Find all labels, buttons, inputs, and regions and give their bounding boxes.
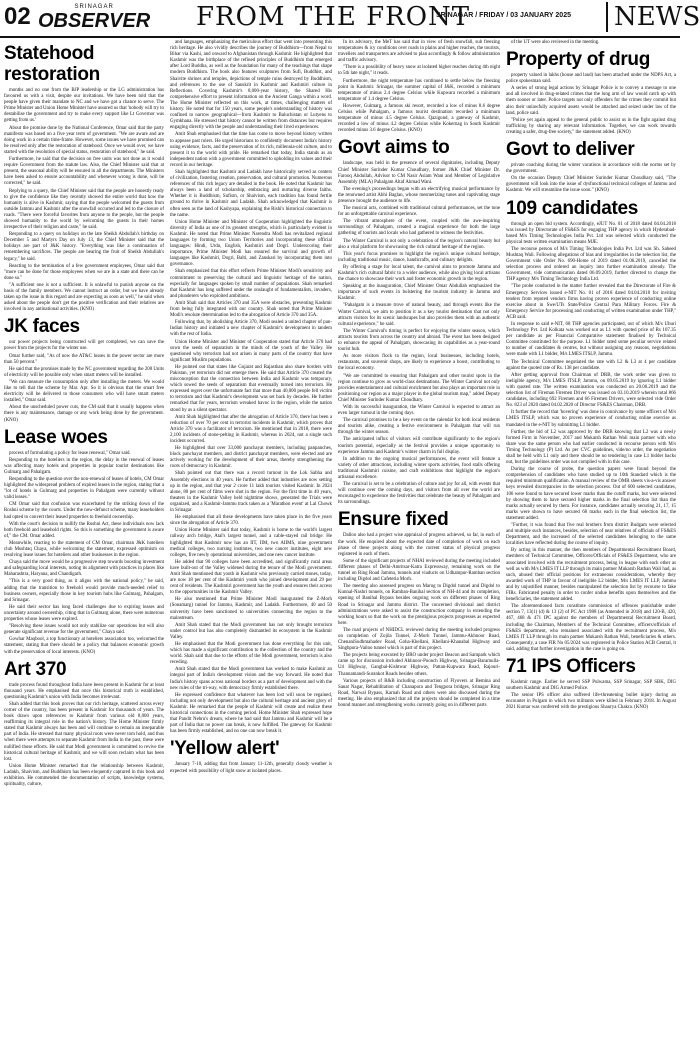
paragraph: The senior IPS officer also suffered life-threatening bullet injury during an encounter in Pulgam in which two militants were killed in February 2018. In August 2021 Kumar was conferred with the prestigious Shaurya Chakra. (KNO) [506, 693, 676, 711]
paragraph: Dalloo also had a project wise appraisal of progress achieved, so far, in each of the work. He enquired about the expected date of completion of work on each phase of these projects along with the current status of physical progress registered in each of them. [338, 533, 500, 557]
paragraph: In response to said e-NIT, 68 THP agencies participated, out of which M/s Uhuri Technology Pvt. Ltd Kolkata was worked out as L1 with quoted price of Rs 107.35 per candidate as per Financial Comparative statement finalised by Technical Committee constituted for the purpose. L1 bidder rated some peculiar service related to number of candidates & centres, but without assigning any reasons, negotiations were made with L1 bidder, M/s LMES ITSLP, Jammu. [506, 322, 676, 358]
masthead [0, 0, 700, 38]
paragraph: About the promise done by the National Conference, Omar said that the party manifesto was based on a five year term of government. "We are aware and are doing work in a certain time-frame. However, some issues we have promised can be resolved only after the restoration of statehood. Once we would over, we have started with the resolution of special status, restoration of statehood," he said. [4, 125, 164, 155]
paragraph: property valued in lakhs (house and land) has been attached under the NDPS Act, a police spokesman said. [506, 73, 676, 85]
paragraph: private coaching during the winter vacations in accordance with the norms set by the government. [506, 163, 676, 175]
paragraph: Amit Shah stated that the Modi government has not only brought terrorism under control but has also completely dismantled its ecosystem in the Kashmir Valley. [170, 622, 332, 640]
logo-city: SRINAGAR [74, 4, 114, 10]
headline-govt-aims: Govt aims to [338, 137, 450, 159]
paragraph: "Resolving these issues would not only stabilize our operations but will also generate significant revenue for the government," Chaya said. [4, 624, 164, 636]
paragraph: He said that the promises made by the NC government regarding the 200 Units of electricity will be possible only when smart meters will be installed. [4, 366, 164, 378]
article-review-continued [506, 40, 676, 46]
paragraph: January 7-10, adding that from January 11-12th, generally cloudy weather is expected with possibility of light snow at isolated places. [170, 762, 332, 774]
newspaper-logo[interactable] [38, 4, 150, 31]
paragraph: Some of the significant projects of NHAI reviewed during the meeting included different phases of Delhi-Amritsar-Katra Expressway, remaining work on the tunnel on Ring Road Jammu, tunnels and viaducts on Udhampur-Ramban section including Digdol and Cafeteria Morh. [338, 558, 500, 583]
paragraph: The musical acts, combined with traditional cultural performances, set the tone for an unforgettable carnival experience. [338, 206, 500, 218]
column-4 [506, 40, 676, 1042]
paragraph: The Technical Committee negotiated the rate with L2 & L3 at 4 per candidate against the quoted rate of Rs. 138 per candidate. [506, 359, 676, 371]
paragraph: The road projects of NHIDCL reviewed during the meeting included progress on completion of Zojila Tunnel, Z-Morh Tunnel, Jammu-Akhnoor Road, ChenaniSudhmahadev Road, Goha-Khellani, Khellani-Khanabal Highway and Singhpora-Vailoo tunnel which is part of this project. [338, 627, 500, 652]
paragraph: Following that, by abolishing Article 370, Modi sealed a united chapter of pan-Indian history and initiated a new chapter of Kashmir's development in tandem with the rest of India. [170, 320, 332, 338]
paragraph: Further, the bid of L2 was approved by the DRB knowing that L2 was a newly formed Firm in November, 2017 and Mukarsh Rathan Wali main partner with who share was the same person who had earlier conducted in recourse person with M/s Timing Technology (P) Ltd. As per CVC guidelines, vide/no order, the negotiation shall be held with L1 only and there should be no tendering in case L1 bidder backs out, but the guidelines order was not complied with in this case. [506, 429, 676, 466]
paragraph: In addition to the ongoing musical performances, the event will feature a variety of other attractions, including winter sports activities, food stalls offering traditional Kashmiri cuisine, and craft exhibitions that highlight the region's artisanal excellence. [338, 456, 500, 480]
headline-ensure-fixed: Ensure fixed [338, 509, 449, 531]
paragraph: Union Home Minister remarked that the relationship between Kashmir, Ladakh, Shaivism, and Buddhism has been eloquently captured in this book and exhibition. He commended the documentation of scripts, knowledge systems, spirituality, culture, [4, 763, 164, 788]
paragraph: Reacting to the termination of a few government employees, Omar said that "more can be done for those employees when we are in a state and there can be done so." [4, 263, 164, 281]
paragraph: The aforementioned facts constitute commission of offences punishable under section 7, 13(1) (d) & 13 (2) of PC Act 1988 (as Amended in 2018) and 120-B, 420, 467, 468 & 471 IPC against the members of Departmental Recruitment Board, including the Chairman, Members of the Technical Committee, officers/officials of FS&ES department, who remained associated with the recruitment process, M/s LMES IT LLP through its main partner Mukarsh Rathan Wali, beneficiaries & others. Consequently, a case FIR No 05/2024 was registered in Police Station ACB Central, it said, adding that further investigation in the case is going on. [506, 604, 676, 652]
paragraph: He emphasised that all these developments have taken place in the five years since the abrogation of Article 370. [170, 515, 332, 527]
section-flag: NEWS [606, 2, 700, 32]
paragraph: Responding to a query on holidays on the late Sheikh Abdullah's birthday on December 5 and Martyrs Day on July 13, the Chief Minister said that the holidays are part of J&K history. "Everything was like a continuation of remembering sacrifices. The people are bearing the fruit of Sheikh Abdullah's legacy," he said. [4, 232, 164, 262]
paragraph: Meanwhile, reacting to the statement of CM Omar, chairman J&K hoteliers club Mushtaq Chaya, while welcoming the statement, expressed optimism on resolving lease issues for hoteliers and other businesses in the region. [4, 540, 164, 559]
article-property-of-drug [506, 73, 676, 136]
paragraph: our power projects being constructed will get completed, we can save the power from the projects for the winter use. [4, 340, 164, 352]
paragraph: Responding to the hoteliers in the region, the delay in the renewal of leases was affecting many hotels and properties in popular tourist destinations like Gulmarg and Pahalgam. [4, 457, 164, 475]
paragraph: With the court's decision to nullify the Roshni Act, these individuals now lack both freehold and leasehold rights. So this is something the government is aware of," the CM. Omar added. [4, 521, 164, 539]
headline-71-ips-officers: 71 IPS Officers [506, 655, 636, 677]
paragraph: "We can measure the consumption only after installing the meters. We would like to tell that the scheme by Mar. Apr. So it is obvious that the smart free electricity will be delivered to those consumers who will have smart meters installed," Omar said. [4, 379, 164, 404]
paragraph: During the course of probe, the question papers were found beyond the comprehension of candidates who have studied up to 10th Standard which is the required minimum qualification. A manual review of the OMR sheets vis-a-vis answer keys revealed discrepancies in the selection process. Out of 600 selected candidates, 106 were found to have secured lower marks than the cutoff marks, but were selected by showing them to have secured higher marks in the final selection list than the marks actually secured by them. For instance, candidates actually securing 21, 17, 15 marks were shown to have secured 68 marks each in the final selection list, the statement added. [506, 467, 676, 521]
paragraph: Shah emphasized that this effort reflects Prime Minister Modi's sensitivity and commitment to preserving the cultural and linguistic heritage of the nation, especially for languages spoken by small number of populations. Shah remarked that Kashmir has long suffered under the onslaught of fundamentalists, invaders, and plunderers who exploited ambitions. [170, 269, 332, 299]
column-3 [338, 40, 500, 1042]
column-2 [170, 40, 332, 1042]
paragraph: The recourse person of M/s Timing Technologies India Pvt. Ltd was Sh. Saheed Mushtaq Wali. Following allegations of bias and irregularities in the selection list, the Government vide Order No. 690-Home of 2019 dated 01.06.2019, cancelled the selection process and ordered an inquiry into further examination already. The Government, vide communication dated 06.09.2019, further directed to change the THP agency M/s Timing Technology India Ltd. [506, 246, 676, 283]
paragraph: Shah added that this book proves that our rich heritage, scattered across every corner of the country, has been present in Kashmir for thousands of years. The book draws upon references to Kashmir from various old 8,000 years, reaffirming its integral role in the nation's history. The Home Minister firmly stated that Kashmir always has been and will continue to remain an inseparable part of India. He stressed that many physical roots were never tom hold, and thus when there were attempts to separate Kashmir from India in the past, these were nullified those efforts. He said that Modi government is committed to revive the historical cultural heritage of Kashmir, and we will soon reclaim what has been lost. [4, 701, 164, 762]
paragraph: By offering a stage for local talent, the carnival aims to promote Jammu and Kashmir's rich cultural fabric to a wider audience, while also giving local artisans the chance to showcase their work and foster economic growth in the region. [338, 264, 500, 283]
paragraph: "This is a very good thing, as it aligns with the national policy," he said, adding that the transition to freehold would provide much-needed relief to business owners, especially those in key tourism hubs like Gulmarg, Pahalgam, and Srinagar. [4, 579, 164, 603]
paragraph: Amit Shah said that Articles 370 and 35A were obstacles, preventing Kashmir from being fully integrated with our country. Shah noted that Prime Minister Modi's resolute determination led to the abrogation of Article 370 and 35A. [170, 300, 332, 319]
article-109-candidates [506, 222, 676, 653]
logo-name: OBSERVER [38, 10, 151, 32]
paragraph: process of formulating a policy for lease renewal," Omar said. [9, 450, 131, 456]
article-weather-continued [338, 40, 500, 134]
paragraph: As more visitors flock to the region, local businesses, including hotels, restaurants, and souvenir shops, are likely to experience a boost, contributing to the local economy. [338, 354, 500, 372]
paragraph: He emphasised that the Modi government has done everything for this unit, which has made a significant contribution to the collection of the country and the world. Shah said that due to the efforts of the Modi government, terrorism is also receding. [170, 642, 332, 666]
paragraph: He added that 90 colleges have been accredited, and significantly rural areas have built-out of the Valley widened during the tenure of the Modi government. Amit Shah mentioned that youth in Kashmir who previously carried stones, today, are now 18 per cent of the Kashmiri youth who joined development and 29 per cent of residents. The Kashmiri government has the youth and ensures their access to the opportunities in the Kashmir Valley. [170, 559, 332, 596]
article-art-370-continued [170, 40, 332, 735]
paragraph: Gowhar Maqbool, a top functionary at hoteliers association too, welcomed the statement, stating that there should be a policy that balances economic growth with the preservation of local interests. (KNO) [4, 637, 164, 655]
paragraph: Union Home Minister and Minister of Cooperation stated that Article 370 had sown the seeds of separatism in the minds of the youth of the Valley. He questioned why terrorism had not arisen in many parts of the country that have significant Muslim populations. [170, 339, 332, 363]
headline-109-candidates: 109 candidates [506, 197, 639, 219]
paragraph: The meeting also assessed progress on Marog to Digdol tunnel and Digdol to Kunnal-Nashri tunnels, on Ramban-Banihal section of NH-44 and its completion, opening of Banihal Bypass besides ongoing work on different phases of Ring Road in Srinagar and Jammu district. The concerned divisional and district administrations were asked to assist the construction company in extending the working hours so that the work on the prestigious projects progresses as expected here. [338, 584, 500, 626]
page-number: 02 [4, 3, 31, 30]
paragraph: "Police yet again appeal to the general public to assist us in the fight against drug trafficking by sharing any relevant information. Together, we can work towards creating a safer, drug-free society," the statement added. (KNO) [506, 117, 676, 135]
headline-yellow-alert: 'Yellow alert' [170, 738, 280, 760]
paragraph: By acting in this manner, the then members of Departmental Recruitment Board, members of Technical Committee, Officers/Officials of FS&ES Department, who are associated involved with the recruitment process, being in league with each other as well as with M/s LMES IT LLP through its main partner Mukarsh Rathan Wali had, as such, abused their official positions for extraneous considerations, whereby they awarded work of THP in favour of ineligible L2 bidder, M/s LMES IT LLP, Jammu and by unjustified manner, besides manipulated the selection list by recourse to fake FIRs. Fabricated penalty in order to confer undue benefits upon themselves and the beneficiaries, the statement added. [506, 548, 676, 603]
article-govt-aims [338, 161, 500, 506]
paragraph: "The probe conducted in the matter further revealed that the Directorate of Fire & Emergency Services issued e-NIT No. 01 of 2018 dated 04.04.2018 for inviting tenders from reputed vendors firms having proven experience of conducting online exercise about in Swe/UTs State/Police Central Para Military Forces. Fire & Emergency Service for processing and conducting of written examination under THP," ACB said. [506, 284, 676, 320]
paragraph: CM Omar said that confusion was exacerbated by the striking down of the Roshni scheme by the courts. Under the now-defunct scheme, many leaseholders had opted to convert their leased properties to freehold ownership. [4, 502, 164, 520]
paragraph: The Winter Carnival's timing is perfect for enjoying the winter season, which attracts tourists from across the country and abroad. The event has been designed to enhance the appeal of Pahalgam, showcasing its capabilities as a year-round tourist hub. [338, 328, 500, 353]
paragraph: The Winter Carnival is not only a celebration of the region's natural beauty but also a vital platform for showcasing the rich cultural heritage of the region. [338, 238, 500, 250]
paragraph: Various projects of R&B including construction of Flyovers at Bemina and Sanat Nagar, Rehabilitation of Chanapora and Tengpora bridges, Srinagar Ring Road, Narwal Bypass, Karnah Road and others were also discussed during the meeting. He also emphasized that all the projects should be completed in a time bound manner and strengthening works currently going on in different parts [338, 678, 500, 708]
paragraph: Responding to the question over the non-renewal of leases of hotels, CM Omar highlighted the widespread problem of expired leases in the region, stating that a "lot of hotels in Gulmarg and properties in Pahalgam were currently without valid leases." [4, 476, 164, 501]
paragraph: Amit Shah highlighted that after the abrogation of Article 370, there has been a reduction of over 70 per cent in terrorist incidents in Kashmir, which proves that Article 370 was a facilitator of terrorism. He mentioned that in 2018, there were 2,100 incidents of stone-pelting in Kashmir, whereas in 2024, not a single such incident occurred. [170, 414, 332, 444]
paragraph: Replying to a query, the Chief Minister said that the people are honestly ready to give the confidence like they recently showed the entire world that how the humanity is alive in Kashmir, saying that the people welcomed the guests from outside Jammu and Kashmir after the snowfall occurred and led to the closure of roads. "There were forceful favorites from anyone to the people, but the people showed humanity to the world by welcoming the guests in their homes irrespective of their religion and caste," he said. [4, 188, 164, 231]
paragraph: of the UT were also reviewed in the meeting. [511, 40, 600, 45]
paragraph: "There is a possibility of heavy snow at isolated higher reaches during 4th night to 5th late night," it reads. [338, 65, 500, 77]
paragraph: Furthermore, he said that the decision on free units was not done as it would require Government from the statute law. Also, the Chief Minister said that at present, the seasonal ability will be ensured in all the departments. The Ministers have been asked to ensure accountability and whenever wrong is done, will be corrected," he said. [4, 157, 164, 187]
paragraph: "Further, it was found that five real brothers from district Budgam were selected and multiple such instances, besides, selection of near relatives of officials of FS&ES Department, and the increased of the selected candidates belonging to the same localities have reflected during the course of inquiry. [506, 523, 676, 547]
paragraph: He said their sector has long faced challenges due to expiring leases and uncertainty around ownership, citing that in Gulmarg alone, there were numerous properties whose leases were expired. [4, 604, 164, 623]
article-jk-faces [4, 340, 164, 423]
paragraph: landscape, was held in the presence of several dignitaries, including Deputy Chief Minister Surinder Kumar Choudhary, former J&K Chief Minister Dr. Farooq Abdullah, Advisor to CM Nasir Aslam Wani and Member of Legislative Assembly (MLA) Pahalgam Altaf Ahmad Wani. [338, 161, 500, 185]
paragraph: months and no one from the BJP leadership or the LG administration has favoured us with a visit, despite our invitations. We have been told that the people have given their mandate to NC and we have got a chance to serve. The Prime Minister and Union Home Minister have assured us that 'nobody will try to destabilise the government and try to make every support like Lt Governor was getting from us.' [4, 88, 164, 124]
article-art-370 [4, 683, 164, 789]
paragraph: Shah pointed out that there was a record turnout in the Lok Sabha and Assembly elections in 40 years. He further added that industries are now setting up in the region, and that year 2 crore 11 lakh tourists visited Kashmir. In 2024 alone, 80 per cent of films were shot in the region. For the first time in 40 years, theaters in the Kashmir Valley held nighttime shows, generated the Trials were organized, and a Kashmir-Jammu track taken as a 'Marathon event' at Lal Chowk in Srinagar. [170, 471, 332, 514]
headline-statehood: Statehood restoration [4, 43, 100, 85]
article-statehood [4, 88, 164, 313]
paragraph: A series of strong legal actions by Srinagar Police is to convey a message to one and all involved in drug-related crimes that the long arm of law would catch up with them sooner or later. Police targets not only offenders for the crimes they commit but also their unlawfully acquired assets would be attached and seized under law of the land, police said. [506, 86, 676, 116]
section-title: FROM THE FRONT [196, 2, 471, 32]
paragraph: The carnival promises to be a key event on the calendar for both local residents and tourists alike, creating a festive environment in Pahalgam that will run through the winter season. [338, 418, 500, 436]
paragraph: On the occasion Deputy Chief Minister Surinder Kumar Choudhary said, "The government will look into the issue of dysfunctional technical colleges of Jammu and Kashmir. We will streamline the issue soon." (KNO) [506, 176, 676, 194]
paragraph: Shah highlighted that Kashmir and Ladakh have historically served as centers of civilization, fostering creation, preservation, and cultural promotion. Numerous references of this rich legacy are detailed in the book. He noted that Kashmir has always been a land of scholarship, embracing and nurturing diverse faiths. Whether it is Buddhism, Sufism, or Shaivism, each tradition has found fertile ground to thrive in Kashmir and Ladakh. Shah acknowledged that Kashmir is often seen as the land of Kashyapa, explaining the Rishi's historical connection to the name. [170, 169, 332, 218]
paragraph: This year's focus promises to highlight the region's unique cultural heritage, including traditional music, dance, handicrafts, and culinary delights. [338, 251, 500, 263]
article-lease-woes [4, 451, 164, 656]
paragraph: He pointed out that states like Gujarat and Rajasthan also share borders with Pakistan, yet terrorism did not emerge there. He said that Article 370 created the misconception that the connection between India and Kashmir was temporary, which sowed the seeds of separatism that eventually turned into terrorism. He expressed regret over the unfortunate fact that more than 40,000 people fell victim to terrorism and that Kashmir's development was set back by decades. He further remarked that for years, terrorism wreaked havoc in the region, while the nation stood by as a silent spectator. [170, 364, 332, 413]
dateline: SRINAGAR / FRIDAY / 03 JANUARY 2025 [436, 12, 571, 19]
headline-jk-faces: JK faces [4, 316, 80, 338]
paragraph: through an open bid system. Accordingly, eJUT No. 01 of 2018 dated 04.04.2018 was issued by Directorate of FS&ES for engaging THP agency in which Hyderabad-based M/s Timing Technologies India Pvt. Ltd was selected which conducted the physical tests written examination means MJE. [506, 221, 676, 245]
paragraph: The vibrant atmosphere of the event, coupled with the awe-inspiring surroundings of Pahalgam, created a magical experience for both the large gathering of tourists and locals who had gathered to witness the festivities. [338, 219, 500, 237]
paragraph: Speaking at the inauguration, Chief Minister Omar Abdullah emphasized the importance of such events in bolstering the tourism industry in Jammu and Kashmir. [338, 284, 500, 302]
paragraph: and languages, emphasizing the meticulous effort that went into presenting this rich heritage. He also vividly describes the journey of Buddhism—from Nepal to Bihar via Kashi, and onward to Afghanistan through Kashmir. He highlighted that Kashmir was the birthplace of the refined principles of Buddhism that emerged after Lord Buddha, as well as the foundation for many of the teachings that shape modern Buddhism. The book also features sculptures from Sufi, Buddhist, and Shaivite shrines and temples, depictions of temple ruins destroyed by Buddhism, and references to the use of Sanskrit in Kashmir and Kashmiri culture in Reflections. Covering Kashmir's 8,000-year history, the Shared His comprehensive effort to present information on the Ancient Ganga within a word. The Home Minister reflected on this work, at times, challenging matters of history. He noted that for 150 years, some people's understanding of history was confined to narrow geographical—from Kashmir to Baluchistan or Lutyens to Gymkhana. He stressed that history cannot be written from distances but requires engaging directly with the people and understanding their lived experiences. [170, 40, 332, 131]
paragraph: Kashmir range. Earlier he served SSP Pulwama, SSP Srinagar, SSP SBK, DIG southern Kashmir and DIG Armed Police. [506, 679, 676, 692]
paragraph: About the unscheduled power cuts, the CM said that it usually happens when there is any maintenance, damage or any work being done by the government. (KNO) [4, 405, 164, 423]
paragraph: However, Gulmarg, a famous ski resort, recorded a low of minus 8.6 degree Celsius while Pahalgam, a famous tourist destination recorded a minimum temperature of minus 4.5 degree Celsius. Qazigund, a gateway of Kashmir, recorded a low of minus 4.2 degree Celsius while Kokernag in South Kashmir recorded minus 3.6 degree Celsius. (KNO) [338, 103, 500, 134]
paragraph: Chaya said the move would be a progressive step towards boosting investment and safeguarding local interests, noting its alignment with practices in places like Maharashtra, Haryana, and Chandigarh. [4, 560, 164, 578]
article-yellow-alert [170, 762, 332, 774]
headline-art-370: Art 370 [4, 658, 67, 680]
paragraph: With its successful inauguration, the Winter Carnival is expected to attract an even larger turnout in the coming days. [338, 404, 500, 417]
article-71-ips-officers [506, 680, 676, 711]
paragraph: He expressed confidence that whatever has been lost will soon be regained, including not only development but also the cultural heritage and ancient glory of Kashmir. He remarked that the people of Kashmir will create and realize these historical connections in the coming period. Home Minister Shah expressed hope that Pandit Nehru's dream, where he had said that Jammu and Kashmir will be a part of India that no power can break, is now fulfilled. The gateway for Kashmir has been firmly established, and no one can now break it. [170, 692, 332, 735]
headline-lease-woes: Lease woes [4, 426, 108, 448]
paragraph: Furthermore, the night temperature has continued to settle below the freezing point in Kashmir. Srinagar, the summer capital of J&K, recorded a minimum temperature of minus 2.4 degree Celsius while Kupwara recorded a minimum temperature of 1.4 degree Celsius. [338, 78, 500, 102]
headline-property-of-drug: Property of drug [506, 49, 651, 71]
paragraph: The anticipated influx of visitors will contribute significantly to the region's tourism potential, especially as the festival provides a unique opportunity to experience Jammu and Kashmir's winter charm in full display. [338, 437, 500, 455]
paragraph: "We are committed to ensuring that Pahalgam and other tourist spots in the region continue to grow as world-class destinations. The Winter Carnival not only provides entertainment and cultural enrichment but also plays an important role in positioning our region as a major player in the global tourism map," added Deputy Chief Minister Surinder Kumar Choudhary. [338, 373, 500, 403]
paragraph: The projects being executed by BRO under project Beacon and Sampark which came up for discussion included Akhnoor-Poonch Highway, Srinagar-Baramulla-Uri Highway, Gangbal-Kishtwar Highway, Pattan-Kupwara Road, Rajouri-Thannamandi-Surankot Roads besides others. [338, 653, 500, 677]
paragraph: After getting approval from Chairman of DRB, the work order was given to ineligible agency, M/s LMES ITSLP, Jammu, on 09.05.2019 by ignoring L1 bidder with quoted rate. The written examination was conducted on 20.06.2019 and the selection list of Fireman Firemen Driver was issued on 03.10.2019 wherein total 866 candidates, including 692 Firemen and 66 Firemen Drivers, were selected vide Order No. 823 of 2020 dated 04.02.2020 of Director FS&ES Chairman, DRB. [506, 372, 676, 409]
paragraph: In its advisory, the MeT has said that in view of fresh snowfall, sub freezing temperatures & icy conditions over roads in plains and higher reaches, the tourists, travellers and transporters are advised to plan accordingly & follow administration and traffic advisory. [338, 40, 500, 64]
paragraph: Amit Shah emphasised that the time has come to move beyond history written to appease past rulers. He urged historians to confidently document India's history using evidence, facts, and the preservation of its rich, millennia-old culture, and to present it to the world with pride. He remarked that today, India stands as an independent nation with a government committed to upholding its values and their record in our heritage. [170, 132, 332, 168]
paragraph: He also mentioned that Prime Minister Modi inaugurated the Z-Morh (Sonamarg) tunnel for Jammu, Kashmir, and Ladakh. Furthermore, 40 and 50 university have been sanctioned to universities connecting the region to the mainstream. [170, 597, 332, 621]
paragraph: trade process found throughout India have been present in Kashmir for at least thousand years. He emphasised that once this historical truth is established, questioning Kashmir's union with India becomes irrelevant. [4, 682, 164, 700]
column-1 [4, 40, 164, 1042]
paragraph: It further the record that 'hovering' was done in connivance by some officers of M/s LMES ITSLP, which was no proven experience of conducting online exercise as mandated in the e-NIT by submitting L1 bidder. [506, 410, 676, 428]
paragraph: Union Home Minister said that today, Kashmir is home to the world's largest railway arch bridge, Atal's largest tunnel, and a cable-stayed rail bridge. He highlighted that Kashmir now has an IIT, IIM, two AIIMS, nine government medical colleges, two nursing institutes, two new cancer institutes, eight new colleges, five newly operational universities, and one new cancer institute. [170, 528, 332, 558]
paragraph: Union Home Minister and Minister of Cooperation highlighted the linguistic diversity of India as one of its greatest strengths, which is particularly evident in Kashmir. He noted that Prime Minister Narendra Modi has revitalized regional languages by forming two Union Territories and incorporating these official languages: Hindi, Urdu, English, Kashmiri and Dogri. Underscoring their importance, Prime Minister Modi has ensured the survival and growth of languages like Kashmiri, Dogri, Balti, and Zanskari by incorporating them into governance. [170, 219, 332, 268]
article-govt-to-deliver [506, 163, 676, 194]
paragraph: He highlighted that over 33,000 panchayat members, including panpanches, block panchayat members, and district panchayat members, were elected and are actively working for the development of their areas, thereby strengthening the roots of democracy in Kashmir. [170, 446, 332, 470]
paragraph: "Pahalgam is a treasure trove of natural beauty, and through events like the Winter Carnival, we aim to position it as a key tourist destination that not only attracts visitors for its scenic landscapes but also provides them with an authentic cultural experience," he said. [338, 303, 500, 327]
paragraph: "A sufficient one is not a sufficient. It is unlawful to punish anyone on the basis of the family members. We cannot instruct an order, but we have already taken up the issue in this regard and are expecting as soon as well," he said when asked about the people don't get the positive verification and their relatives are involved in any antinational activities. (KNO) [4, 282, 164, 313]
paragraph: Omar further said, "As of now the AT&C losses in the power sector are more than 50 percent." [4, 353, 164, 365]
paragraph: Amit Shah stated that the Modi government has worked to make Kashmir an integral part of India's development vision and the way forward. He noted that India's history spans across national borders as a part of development and with the new rules of the tri-way, with democracy firmly established there. [170, 667, 332, 691]
paragraph: The evening's proceedings began with an electrifying musical performance by the renowned artist Abhi Baglan, whose mesmerizing tunes and captivating stage presence brought the audience to life. [338, 186, 500, 204]
article-ensure-fixed [338, 533, 500, 709]
paragraph: The carnival is set to be a celebration of culture and joy for all, with events that will continue over the coming days, and visitors from all over the world are encouraged to experience the festivities that celebrate the beauty of Pahalgam and its surroundings. [338, 482, 500, 506]
headline-govt-to-deliver: Govt to deliver [506, 139, 635, 161]
